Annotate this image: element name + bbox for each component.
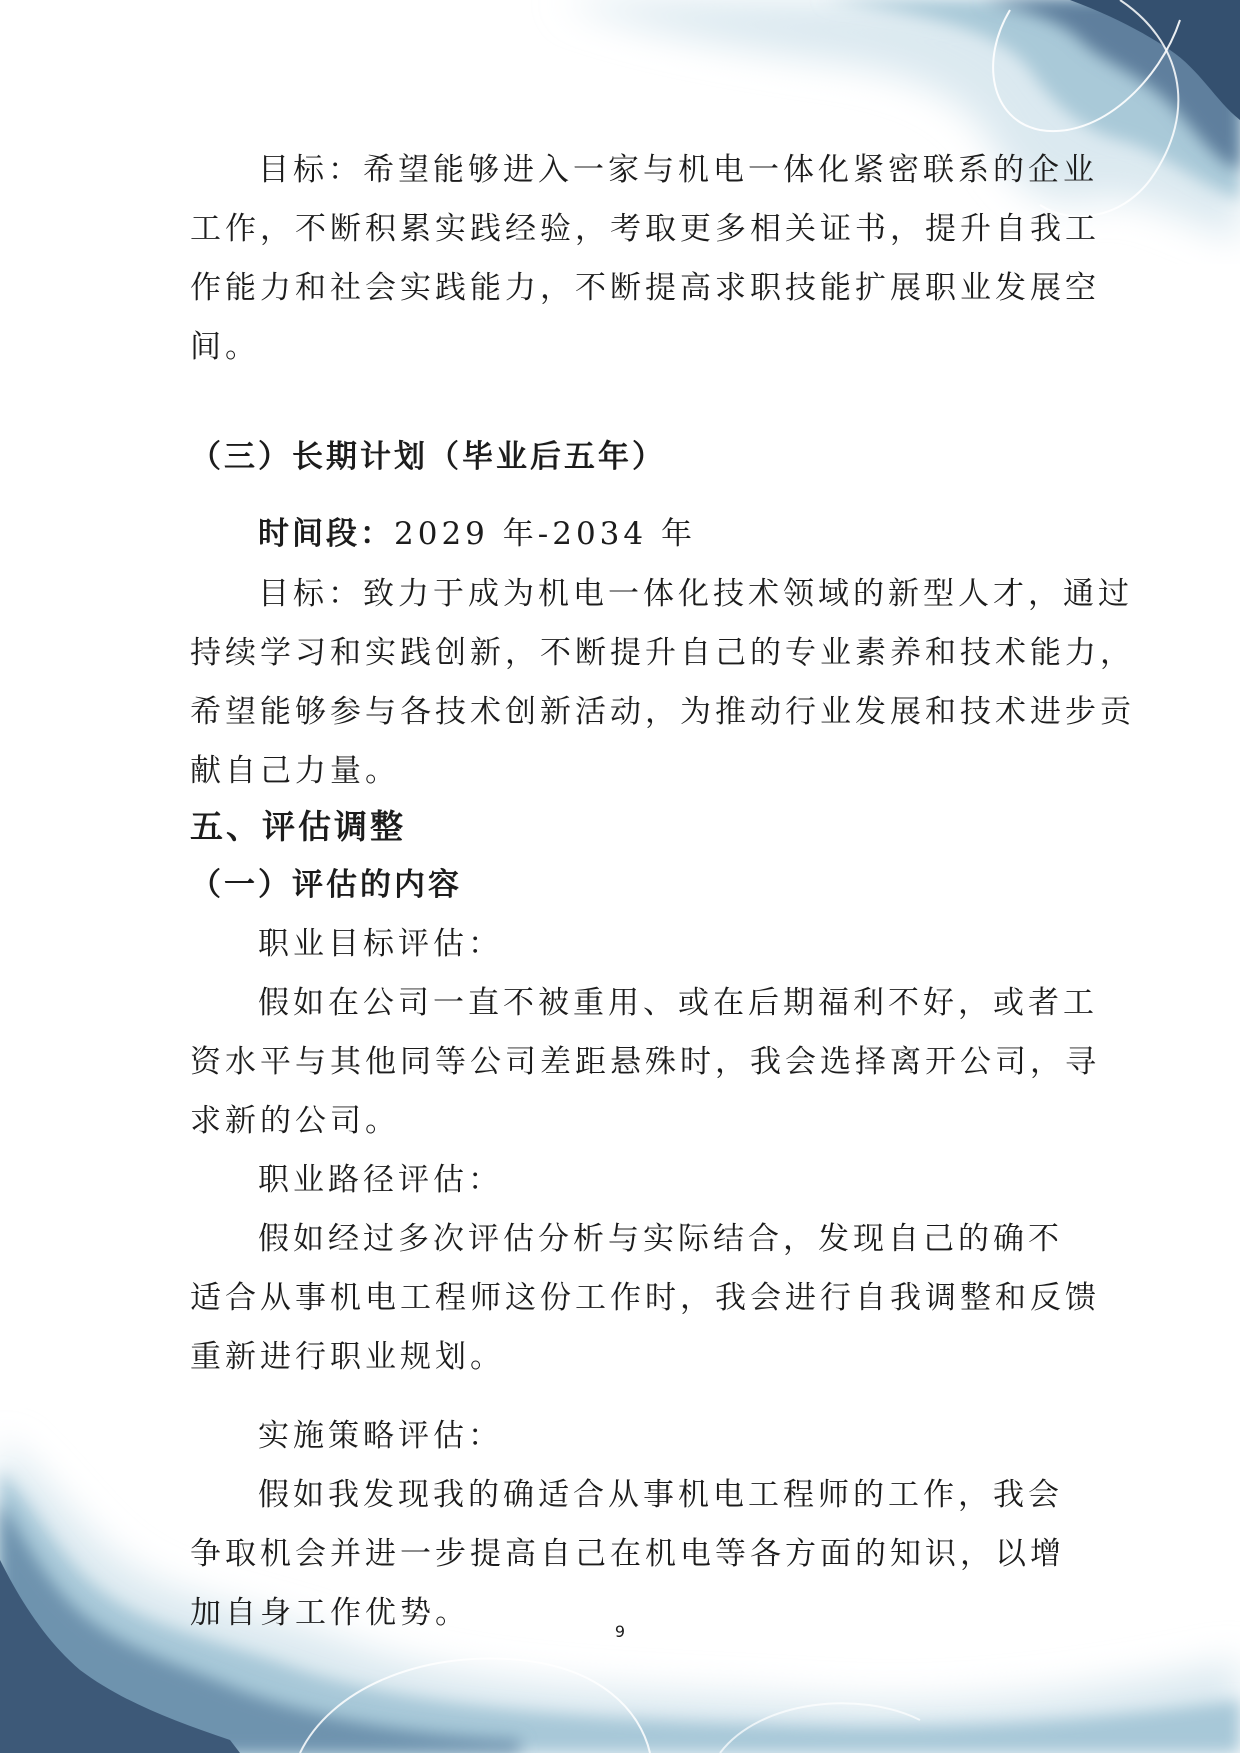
career-goal-paragraph-line: 假如在公司一直不被重用、或在后期福利不好，或者工 xyxy=(258,985,1098,1021)
time-period-label: 时间段： xyxy=(258,516,394,552)
strategy-paragraph-line: 争取机会并进一步提高自己在机电等各方面的知识，以增 xyxy=(190,1536,1065,1572)
career-path-evaluation-label: 职业路径评估： xyxy=(258,1162,503,1198)
career-path-paragraph-line: 假如经过多次评估分析与实际结合，发现自己的确不 xyxy=(258,1221,1063,1257)
long-goal-paragraph-line: 希望能够参与各技术创新活动，为推动行业发展和技术进步贡 xyxy=(190,694,1135,730)
strategy-paragraph-line: 假如我发现我的确适合从事机电工程师的工作，我会 xyxy=(258,1477,1063,1513)
career-path-paragraph-line: 重新进行职业规划。 xyxy=(190,1339,505,1375)
career-goal-paragraph-line: 资水平与其他同等公司差距悬殊时，我会选择离开公司，寻 xyxy=(190,1044,1100,1080)
time-period-line xyxy=(258,514,1050,554)
goal-paragraph-line: 目标：希望能够进入一家与机电一体化紧密联系的企业 xyxy=(258,152,1098,188)
career-goal-paragraph-line: 求新的公司。 xyxy=(190,1103,400,1139)
page-number: 9 xyxy=(614,1622,626,1641)
section-heading: 五、评估调整 xyxy=(190,807,406,846)
time-period-value: 2029 年-2034 年 xyxy=(394,516,696,552)
goal-paragraph-line: 工作，不断积累实践经验，考取更多相关证书，提升自我工 xyxy=(190,211,1100,247)
career-goal-evaluation-label: 职业目标评估： xyxy=(258,926,503,962)
long-goal-paragraph-line: 持续学习和实践创新，不断提升自己的专业素养和技术能力， xyxy=(190,635,1135,671)
long-goal-paragraph-line: 目标：致力于成为机电一体化技术领域的新型人才，通过 xyxy=(258,576,1133,612)
evaluation-content-heading: （一）评估的内容 xyxy=(190,867,462,903)
goal-paragraph-line: 间。 xyxy=(190,329,260,365)
career-path-paragraph-line: 适合从事机电工程师这份工作时，我会进行自我调整和反馈 xyxy=(190,1280,1100,1316)
long-term-plan-heading: （三）长期计划（毕业后五年） xyxy=(190,439,666,475)
long-goal-paragraph-line: 献自己力量。 xyxy=(190,753,400,789)
goal-paragraph-line: 作能力和社会实践能力，不断提高求职技能扩展职业发展空 xyxy=(190,270,1100,306)
strategy-evaluation-label: 实施策略评估： xyxy=(258,1418,503,1454)
strategy-paragraph-line: 加自身工作优势。 xyxy=(190,1595,470,1631)
